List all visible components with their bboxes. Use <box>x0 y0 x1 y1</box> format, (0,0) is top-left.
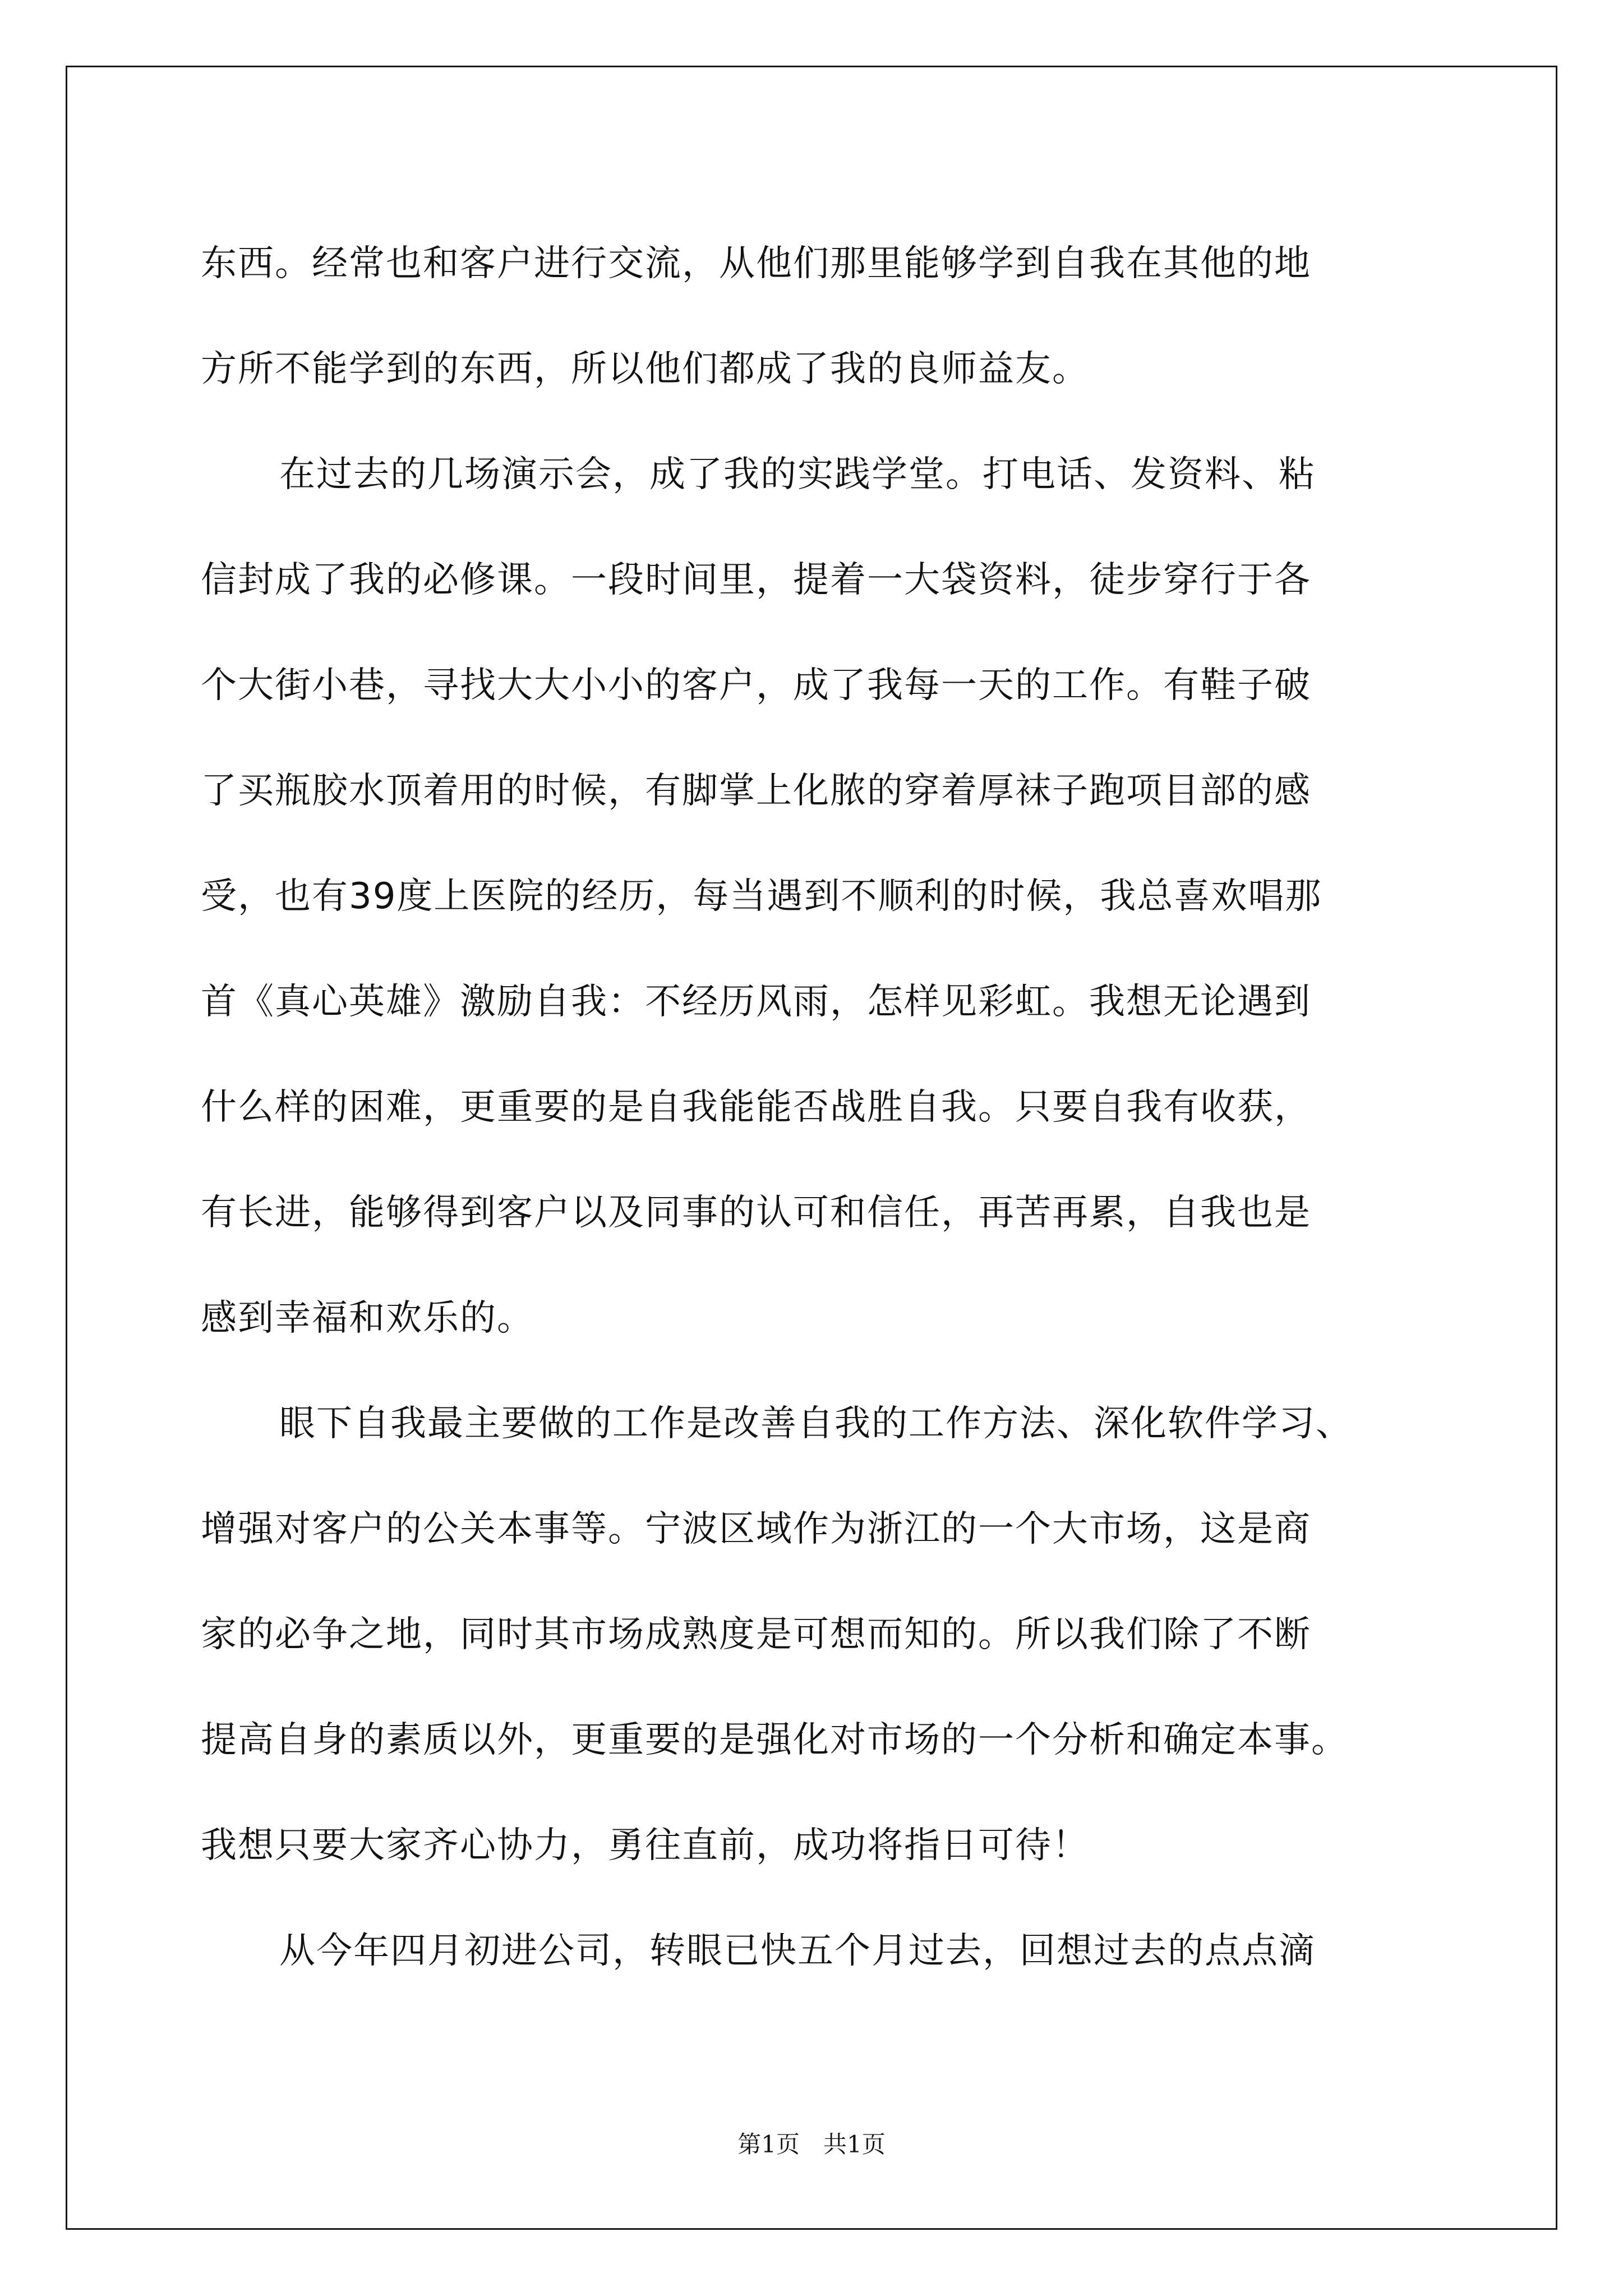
text-line-11: 感到幸福和欢乐的。 <box>201 1297 534 1339</box>
text-line-5: 个大街小巷，寻找大大小小的客户，成了我每一天的工作。有鞋子破 <box>201 665 1311 706</box>
text-line-17: 从今年四月初进公司，转眼已快五个月过去，回想过去的点点滴 <box>279 1930 1316 1972</box>
text-line-15: 提高自身的素质以外，更重要的是强化对市场的一个分析和确定本事。 <box>201 1719 1348 1761</box>
page-footer: 第1页 共1页 <box>737 2131 886 2158</box>
text-line-16: 我想只要大家齐心协力，勇往直前，成功将指日可待！ <box>201 1825 1089 1866</box>
text-line-14: 家的必争之地，同时其市场成熟度是可想而知的。所以我们除了不断 <box>201 1614 1311 1655</box>
text-line-7: 受，也有39度上医院的经历，每当遇到不顺利的时候，我总喜欢唱那 <box>201 876 1322 917</box>
text-line-12: 眼下自我最主要做的工作是改善自我的工作方法、深化软件学习、 <box>279 1403 1353 1444</box>
text-line-13: 增强对客户的公关本事等。宁波区域作为浙江的一个大市场，这是商 <box>201 1508 1311 1550</box>
text-line-6: 了买瓶胶水顶着用的时候，有脚掌上化脓的穿着厚袜子跑项目部的感 <box>201 770 1311 812</box>
text-line-8: 首《真心英雄》激励自我：不经历风雨，怎样见彩虹。我想无论遇到 <box>201 981 1311 1023</box>
text-line-3: 在过去的几场演示会，成了我的实践学堂。打电话、发资料、粘 <box>279 454 1316 495</box>
text-line-2: 方所不能学到的东西，所以他们都成了我的良师益友。 <box>201 348 1089 390</box>
text-line-1: 东西。经常也和客户进行交流，从他们那里能够学到自我在其他的地 <box>201 243 1311 284</box>
text-line-4: 信封成了我的必修课。一段时间里，提着一大袋资料，徒步穿行于各 <box>201 559 1311 601</box>
text-line-10: 有长进，能够得到客户以及同事的认可和信任，再苦再累，自我也是 <box>201 1192 1311 1234</box>
document-body <box>201 211 1423 2004</box>
text-line-9: 什么样的困难，更重要的是自我能能否战胜自我。只要自我有收获， <box>201 1087 1311 1128</box>
